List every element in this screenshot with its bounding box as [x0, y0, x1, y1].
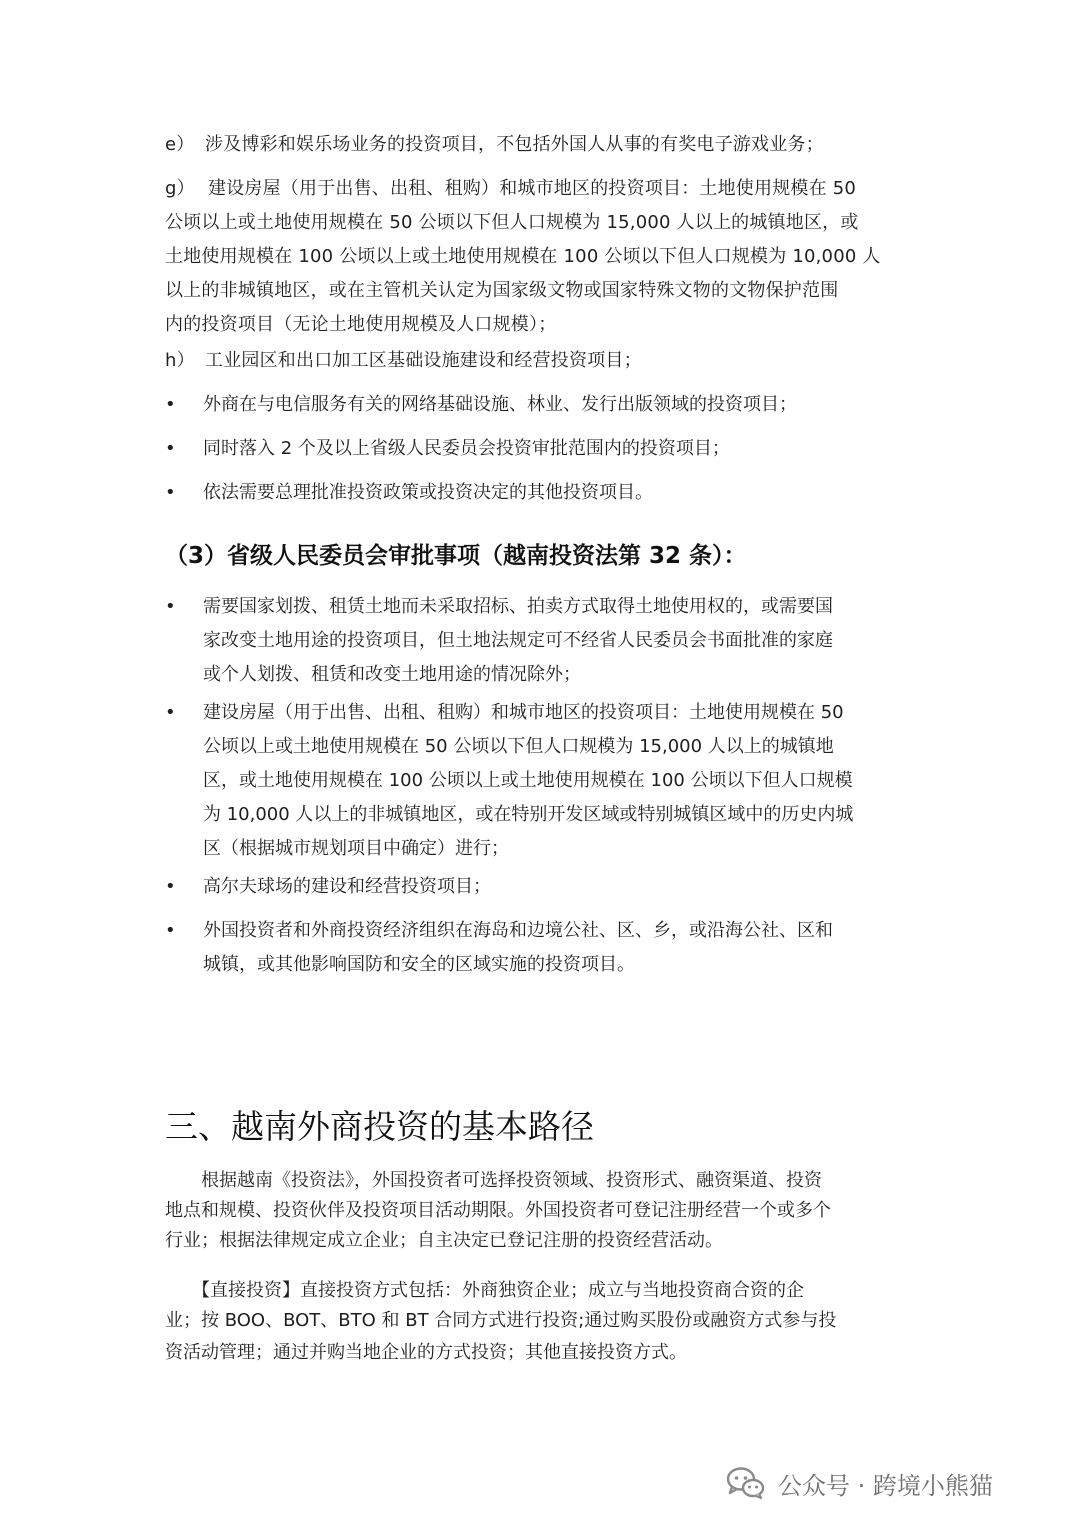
- list-item-continuation: 区，或土地使用规模在 100 公顷以上或土地使用规模在 100 公顷以下但人口规模: [203, 770, 853, 791]
- paragraph-1-line-2: 地点和规模、投资伙伴及投资项目活动期限。外国投资者可登记注册经营一个或多个: [165, 1200, 831, 1221]
- item-g-line-1: [165, 172, 925, 206]
- item-e-text: 涉及博彩和娱乐场业务的投资项目，不包括外国人从事的有奖电子游戏业务；: [205, 134, 824, 155]
- list-item-continuation: 或个人划拨、租赁和改变土地用途的情况除外；: [203, 664, 581, 685]
- paragraph-2-line-2: 业；按 BOO、BOT、BTO 和 BT 合同方式进行投资;通过购买股份或融资方式参与投: [165, 1310, 837, 1331]
- bullet-icon: •: [165, 596, 176, 617]
- list-item-continuation: 区（根据城市规划项目中确定）进行；: [203, 838, 509, 859]
- bullet-icon: •: [165, 482, 176, 503]
- wechat-icon: [726, 1466, 766, 1500]
- list-item-text: 外商在与电信服务有关的网络基础设施、林业、发行出版领域的投资项目；: [203, 394, 797, 415]
- bullet-icon: •: [165, 702, 176, 723]
- bullet-icon: •: [165, 920, 176, 941]
- item-h: [165, 344, 925, 378]
- paragraph-1-line-1: 根据越南《投资法》，外国投资者可选择投资领域、投资形式、融资渠道、投资: [165, 1170, 822, 1191]
- subheading: （3）省级人民委员会审批事项（越南投资法第 32 条）：: [165, 543, 747, 569]
- item-h-label: h）: [165, 350, 195, 371]
- item-g-label: g）: [165, 178, 195, 199]
- bullet-icon: •: [165, 394, 176, 415]
- list-item-continuation: 为 10,000 人以上的非城镇地区，或在特别开发区域或特别城镇区域中的历史内城: [203, 804, 854, 825]
- item-g-line-5: 内的投资项目（无论土地使用规模及人口规模）；: [165, 314, 557, 335]
- list-item-text: 高尔夫球场的建设和经营投资项目；: [203, 876, 491, 897]
- paragraph-2-line-1: 【直接投资】直接投资方式包括：外商独资企业；成立与当地投资商合资的企: [165, 1280, 804, 1301]
- paragraph-2-line-3: 资活动管理；通过并购当地企业的方式投资；其他直接投资方式。: [165, 1342, 687, 1363]
- list-item-continuation: 家改变土地用途的投资项目，但土地法规定可不经省人民委员会书面批准的家庭: [203, 630, 833, 651]
- item-e-label: e）: [165, 134, 195, 155]
- paragraph-1-line-3: 行业；根据法律规定成立企业；自主决定已登记注册的投资经营活动。: [165, 1230, 723, 1251]
- item-g-text-1: 建设房屋（用于出售、出租、租购）和城市地区的投资项目：土地使用规模在 50: [208, 178, 857, 199]
- list-item-text: 同时落入 2 个及以上省级人民委员会投资审批范围内的投资项目；: [203, 438, 730, 459]
- list-item-text: 需要国家划拨、租赁土地而未采取招标、拍卖方式取得土地使用权的，或需要国: [203, 596, 833, 617]
- item-h-text: 工业园区和出口加工区基础设施建设和经营投资项目；: [205, 350, 642, 371]
- bullet-icon: •: [165, 438, 176, 459]
- list-item-text: 建设房屋（用于出售、出租、租购）和城市地区的投资项目：土地使用规模在 50: [203, 702, 844, 723]
- watermark-text: 公众号 · 跨境小熊猫: [778, 1471, 993, 1500]
- list-item-text: 外国投资者和外商投资经济组织在海岛和边境公社、区、乡，或沿海公社、区和: [203, 920, 833, 941]
- item-e: [165, 128, 925, 162]
- item-g-line-3: 土地使用规模在 100 公顷以上或土地使用规模在 100 公顷以下但人口规模为 10,000 人: [165, 246, 881, 267]
- item-g-line-2: 公顷以上或土地使用规模在 50 公顷以下但人口规模为 15,000 人以上的城镇地区，或: [165, 212, 859, 233]
- list-item-continuation: 公顷以上或土地使用规模在 50 公顷以下但人口规模为 15,000 人以上的城镇地: [203, 736, 834, 757]
- section-title: 三、越南外商投资的基本路径: [165, 1107, 594, 1146]
- list-item-continuation: 城镇，或其他影响国防和安全的区域实施的投资项目。: [203, 954, 635, 975]
- list-item-text: 依法需要总理批准投资政策或投资决定的其他投资项目。: [203, 482, 653, 503]
- bullet-icon: •: [165, 876, 176, 897]
- item-g-line-4: 以上的非城镇地区，或在主管机关认定为国家级文物或国家特殊文物的文物保护范围: [165, 280, 839, 301]
- watermark: [726, 1460, 993, 1506]
